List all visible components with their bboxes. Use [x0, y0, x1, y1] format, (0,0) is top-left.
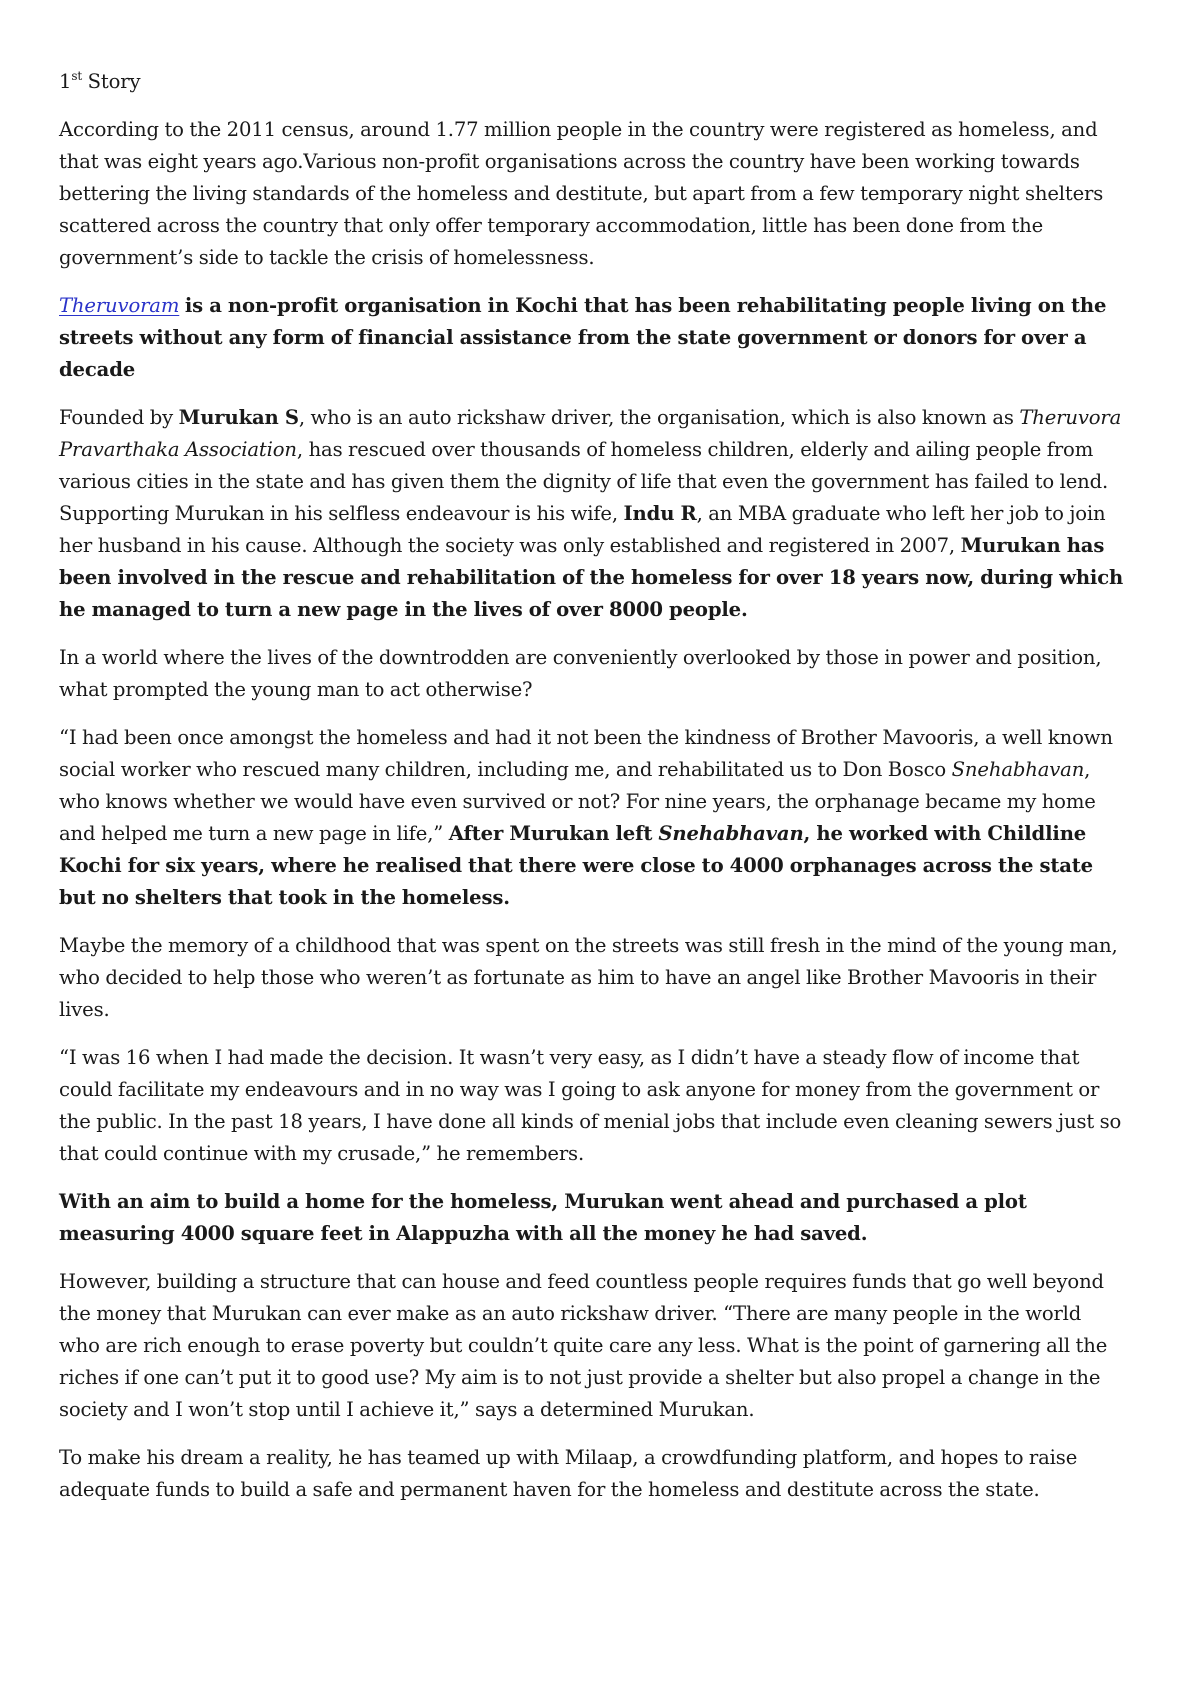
paragraph — [59, 722, 1127, 914]
text-run: , who knows whether we would have even survived or not? For nine years, the orphanage became my home and helped me turn a new page in life,” — [59, 758, 1096, 845]
italic-text-run: Snehabhavan — [951, 758, 1085, 781]
text-run: Founded by — [59, 406, 179, 429]
text-run: “I was 16 when I had made the decision. It wasn’t very easy, as I didn’t have a steady flow of income that could facilitate my endeavours and in no way was I going to ask anyone for money from the government or the public. In the past 18 years, I have done all kinds of menial jobs that include even cleaning sewers just so that could continue with my crusade,” he remembers. — [59, 1046, 1122, 1165]
text-run: Maybe the memory of a childhood that was spent on the streets was still fresh in the mind of the young man, who decided to help those who weren’t as fortunate as him to have an angel like Brother Mavooris in their lives. — [59, 934, 1118, 1021]
text-run: To make his dream a reality, he has teamed up with Milaap, a crowdfunding platform, and hopes to raise adequate funds to build a safe and permanent haven for the homeless and destitute across the state. — [59, 1446, 1078, 1501]
text-run: “I had been once amongst the homeless and had it not been the kindness of Brother Mavooris, a well known social worker who rescued many children, including me, and rehabilitated us to Don Bosco — [59, 726, 1113, 781]
paragraph — [59, 1186, 1127, 1250]
text-run: , who is an auto rickshaw driver, the organisation, which is also known as — [298, 406, 1020, 429]
paragraph — [59, 402, 1127, 626]
paragraph — [59, 1266, 1127, 1426]
document-body — [59, 66, 1127, 1522]
theruvoram-link[interactable]: Theruvoram — [59, 294, 180, 317]
story-heading-number: 1 — [59, 70, 72, 93]
bold-text-run: is a non-profit organisation in Kochi that has been rehabilitating people living on the streets without any form of financial assistance from the state government or donors for over a decade — [59, 294, 1107, 381]
text-run: , an MBA graduate who left her job to join her husband in his cause. Although the society was only established and registered in 2007, — [59, 502, 1106, 557]
bold-italic-text-run: Snehabhavan — [658, 822, 804, 845]
text-run: However, building a structure that can house and feed countless people requires funds that go well beyond the money that Murukan can ever make as an auto rickshaw driver. “There are many people in the world who are rich enough to erase poverty but couldn’t quite care any less. What is the point of garnering all the riches if one can’t put it to good use? My aim is to not just provide a shelter but also propel a change in the society and I won’t stop until I achieve it,” says a determined Murukan. — [59, 1270, 1108, 1421]
bold-text-run: Indu R — [623, 502, 697, 525]
text-run: According to the 2011 census, around 1.77 million people in the country were registered as homeless, and that was eight years ago.Various non-profit organisations across the country have been working towards bettering the living standards of the homeless and destitute, but apart from a few temporary night shelters scattered across the country that only offer temporary accommodation, little has been done from the government’s side to tackle the crisis of homelessness. — [59, 118, 1104, 269]
paragraph — [59, 1042, 1127, 1170]
paragraph — [59, 114, 1127, 274]
story-paragraphs — [59, 114, 1127, 1506]
paragraph — [59, 1442, 1127, 1506]
italic-text-run: Theruvora Pravarthaka Association — [59, 406, 1122, 461]
paragraph — [59, 930, 1127, 1026]
bold-text-run: , he worked with Childline Kochi for six years, where he realised that there were close to 4000 orphanages across the state but no shelters that took in the homeless. — [59, 822, 1093, 909]
story-heading — [59, 66, 1127, 98]
paragraph — [59, 642, 1127, 706]
bold-text-run: Murukan has been involved in the rescue and rehabilitation of the homeless for over 18 years now, during which he managed to turn a new page in the lives of over 8000 people. — [59, 534, 1124, 621]
text-run: , has rescued over thousands of homeless children, elderly and ailing people from various cities in the state and has given them the dignity of life that even the government has failed to lend. Supporting Murukan in his selfless endeavour is his wife, — [59, 438, 1109, 525]
bold-text-run: With an aim to build a home for the homeless, Murukan went ahead and purchased a plot measuring 4000 square feet in Alappuzha with all the money he had saved. — [59, 1190, 1027, 1245]
bold-text-run: Murukan S — [178, 406, 299, 429]
story-heading-text: Story — [82, 70, 141, 93]
story-heading-superscript: st — [71, 69, 83, 83]
text-run: In a world where the lives of the downtrodden are conveniently overlooked by those in power and position, what prompted the young man to act otherwise? — [59, 646, 1102, 701]
bold-text-run: After Murukan left — [448, 822, 659, 845]
paragraph — [59, 290, 1127, 386]
